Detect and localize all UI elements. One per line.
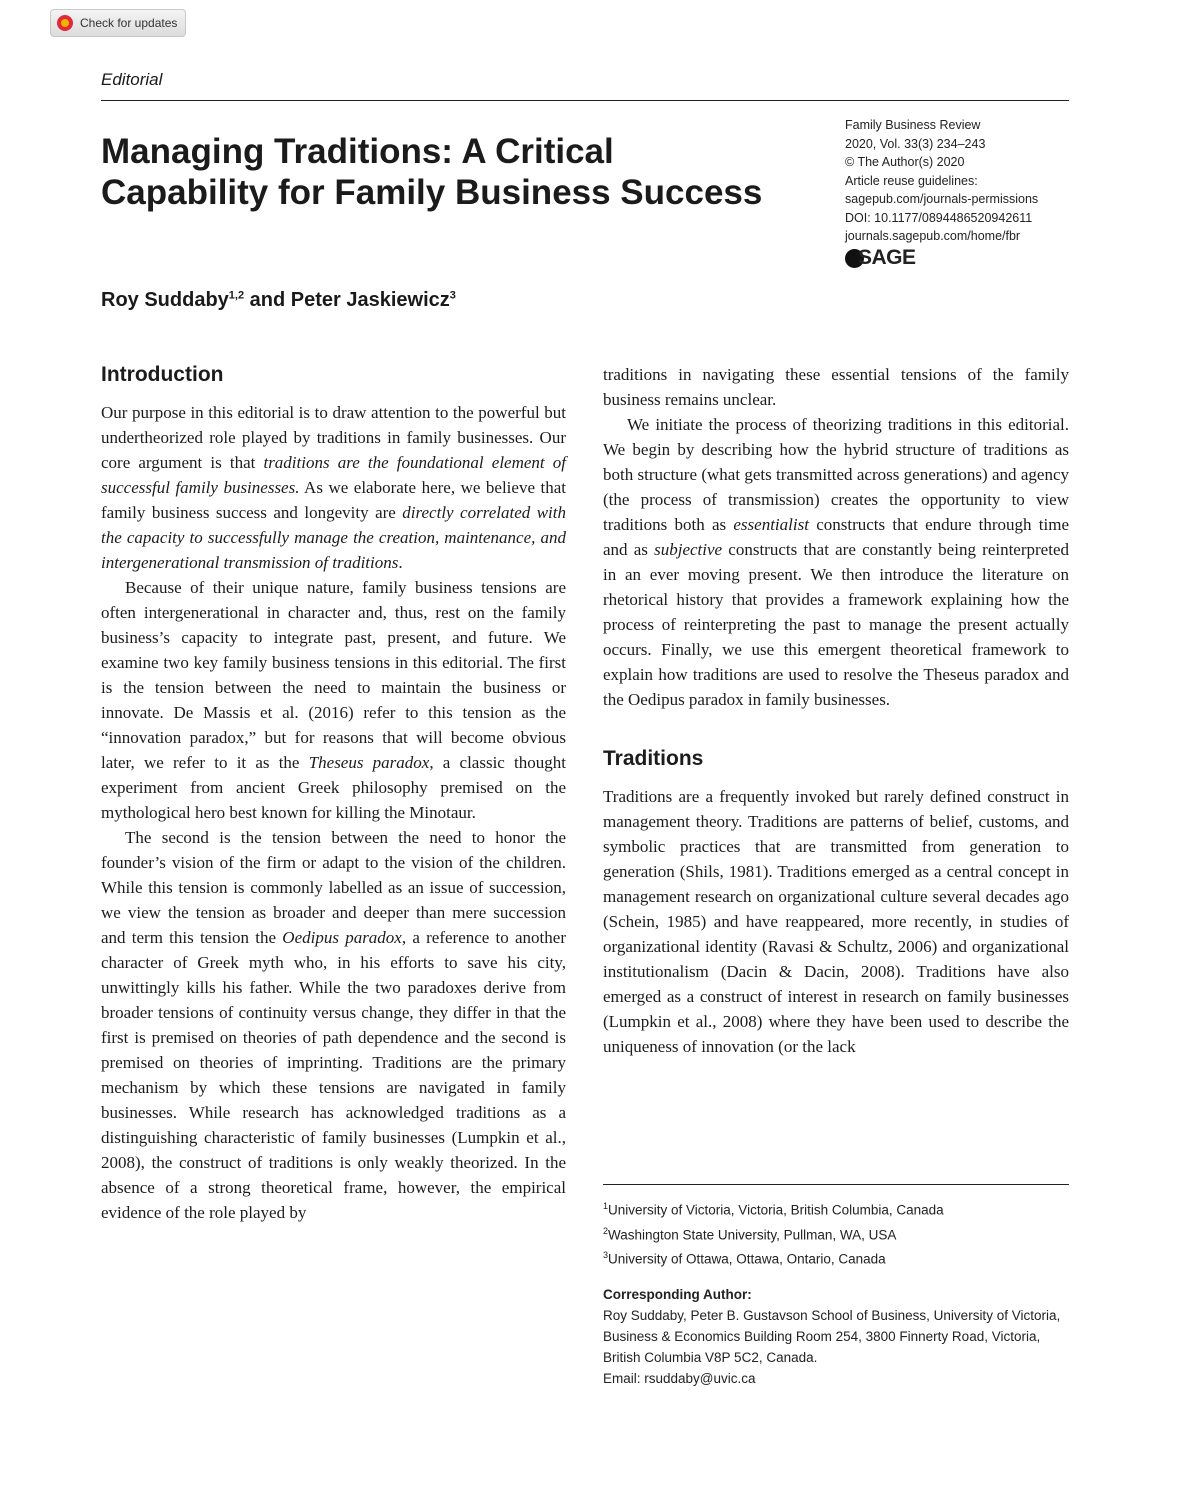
author-line xyxy=(101,289,456,312)
journal-citation: 2020, Vol. 33(3) 234–243 xyxy=(845,136,986,151)
paragraph: The second is the tension between the need to honor the founder’s vision of the firm or adapt to the vision of the children. While this tension is commonly labelled as an issue of succession, we view the tension as broader and deeper than mere succession and term this tension the Oedipus paradox, a reference to another character of Greek myth who, in his efforts to save his city, unwittingly kills his father. While the two paradoxes derive from broader tensions of continuity versus change, they differ in that the first is premised on theories of path dependence and the second is premised on theories of imprinting. Traditions are the primary mechanism by which these tensions are navigated in family businesses. While research has acknowledged traditions as a distinguishing characteristic of family businesses (Lumpkin et al., 2008), the construct of traditions is only weakly theorized. In the absence of a strong theoretical frame, however, the empirical evidence of the role played by xyxy=(101,828,566,1222)
journal-name: Family Business Review xyxy=(845,118,981,132)
affiliation-2: $^2$Washington State University, Pullman, WA, USA xyxy=(603,1225,897,1242)
author-2-affiliation: 3 xyxy=(449,289,456,302)
affiliation-3: $^3$University of Ottawa, Ottawa, Ontario, Canada xyxy=(603,1250,886,1267)
author-1: Roy Suddaby xyxy=(101,289,229,311)
author-conjunction: and xyxy=(249,289,286,311)
footnotes xyxy=(603,1196,1069,1389)
doi-link[interactable]: DOI: 10.1177/0894486520942611 xyxy=(845,210,1033,225)
left-column xyxy=(101,362,566,1225)
paragraph: We initiate the process of theorizing traditions in this editorial. We begin by describing how the hybrid structure of traditions as both structure (what gets transmitted across generations) and agency (the process of transmission) creates the opportunity to view traditions both as essentialist constructs that endure through time and as subjective constructs that are constantly being reinterpreted in an ever moving present. We then introduce the literature on rhetorical history that provides a framework explaining how the process of reinterpreting the past to manage the present actually occurs. Finally, we use this emergent theoretical framework to explain how traditions are used to resolve the Theseus paradox and the Oedipus paradox in family businesses. xyxy=(603,415,1069,709)
check-for-updates-label: Check for updates xyxy=(80,16,178,30)
section-label: Editorial xyxy=(101,70,163,89)
corresponding-author-label: Corresponding Author: xyxy=(603,1286,752,1302)
right-column xyxy=(603,362,1069,1059)
header-divider xyxy=(101,100,1069,101)
author-1-affiliation: 1,2 xyxy=(228,289,245,302)
introduction-heading: Introduction xyxy=(101,363,224,386)
title-line-1: Managing Traditions: A Critical xyxy=(101,132,614,171)
check-for-updates-button[interactable] xyxy=(50,9,186,37)
footnote-divider xyxy=(603,1184,1069,1185)
publisher-name: SAGE xyxy=(858,245,916,269)
article-title xyxy=(101,131,801,213)
title-line-2: Capability for Family Business Success xyxy=(101,173,763,212)
publisher-logo xyxy=(845,245,1070,269)
paragraph: traditions in navigating these essential tensions of the family business remains unclear. xyxy=(603,365,1069,409)
journal-home-link[interactable]: journals.sagepub.com/home/fbr xyxy=(845,229,1021,243)
paragraph: Traditions are a frequently invoked but rarely defined construct in management theory. Traditions are patterns of belief, customs, and symbolic practices that are transmitted from generation to generation (Shils, 1981). Traditions emerged as a central concept in management research on organizational culture several decades ago (Schein, 1985) and have reappeared, more recently, in studies of organizational identity (Ravasi & Schultz, 2006) and organizational institutionalism (Dacin & Dacin, 2008). Traditions have also emerged as a construct of interest in research on family businesses (Lumpkin et al., 2008) where they have been used to describe the uniqueness of innovation (or the lack xyxy=(603,787,1069,1056)
crossmark-icon xyxy=(57,15,73,31)
reuse-link[interactable]: sagepub.com/journals-permissions xyxy=(845,192,1039,206)
journal-copyright: © The Author(s) 2020 xyxy=(845,155,965,169)
author-2: Peter Jaskiewicz xyxy=(290,289,450,311)
reuse-label: Article reuse guidelines: xyxy=(845,173,978,188)
journal-info xyxy=(845,116,1070,268)
paragraph: Our purpose in this editorial is to draw attention to the powerful but undertheorized role played by traditions in family businesses. Our core argument is that traditions are the foundational element of successful family businesses. As we elaborate here, we believe that family business success and longevity are directly correlated with the capacity to successfully manage the creation, maintenance, and intergenerational transmission of traditions. xyxy=(101,403,566,572)
traditions-heading: Traditions xyxy=(603,747,704,770)
corresponding-author-email[interactable]: Email: rsuddaby@uvic.ca xyxy=(603,1370,756,1386)
affiliation-1: $^1$University of Victoria, Victoria, British Columbia, Canada xyxy=(603,1201,944,1218)
corresponding-author-address: Roy Suddaby, Peter B. Gustavson School of Business, University of Victoria, Business & Economics Building Room 254, 3800 Finnerty Road, Victoria, British Columbia V8P 5C2, Canada. xyxy=(603,1307,1061,1365)
paragraph: Because of their unique nature, family business tensions are often intergenerational in character and, thus, rest on the family business’s capacity to integrate past, present, and future. We examine two key family business tensions in this editorial. The first is the tension between the need to maintain the business or innovate. De Massis et al. (2016) refer to this tension as the “innovation paradox,” but for reasons that will become obvious later, we refer to it as the Theseus paradox, a classic thought experiment from ancient Greek philosophy premised on the mythological hero best known for killing the Minotaur. xyxy=(101,578,566,822)
